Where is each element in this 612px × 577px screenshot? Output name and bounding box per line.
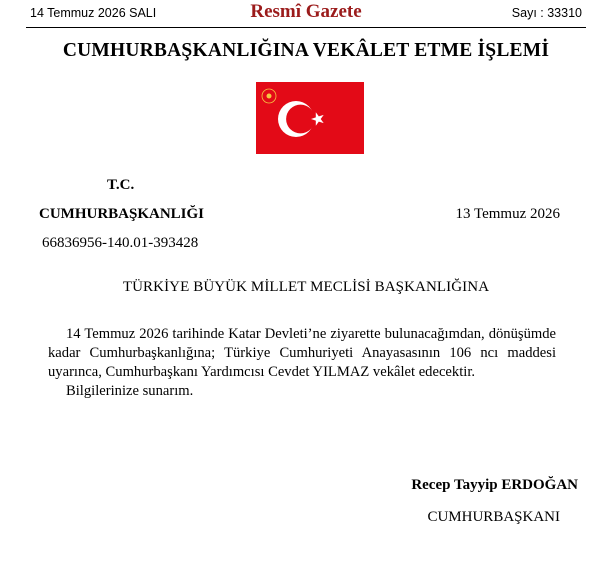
gazette-header [0,0,612,26]
issue-number: Sayı : 33310 [511,6,582,20]
issuer-short: T.C. [107,177,135,193]
closing-line: Bilgilerinize sunarım. [66,383,194,399]
document-title: CUMHURBAŞKANLIĞINA VEKÂLET ETME İŞLEMİ [62,40,550,61]
recipient-line: TÜRKİYE BÜYÜK MİLLET MECLİSİ BAŞKANLIĞINA [122,279,490,295]
header-divider [26,27,586,28]
body-paragraph [48,325,556,382]
reference-number: 66836956-140.01-393428 [42,235,199,251]
body-text: 14 Temmuz 2026 tarihinde Katar Devleti’ne ziyarette bulunacağımdan, dönüşümde kadar Cumhurbaşkanlığına; Türkiye Cumhuriyeti Anayasasının 106 ncı maddesi uyarınca, Cumhurbaşkanı Yardımcısı Cevdet YILMAZ vekâlet edecektir. [48,326,556,380]
header-date: 14 Temmuz 2026 SALI [30,6,157,20]
document-date: 13 Temmuz 2026 [455,206,560,222]
gazette-name: Resmî Gazete [250,1,362,22]
signatory-name: Recep Tayyip ERDOĞAN [411,477,578,493]
issuer-office: CUMHURBAŞKANLIĞI [39,206,205,222]
signatory-title: CUMHURBAŞKANI [427,509,560,525]
turkish-flag-icon [256,82,364,154]
